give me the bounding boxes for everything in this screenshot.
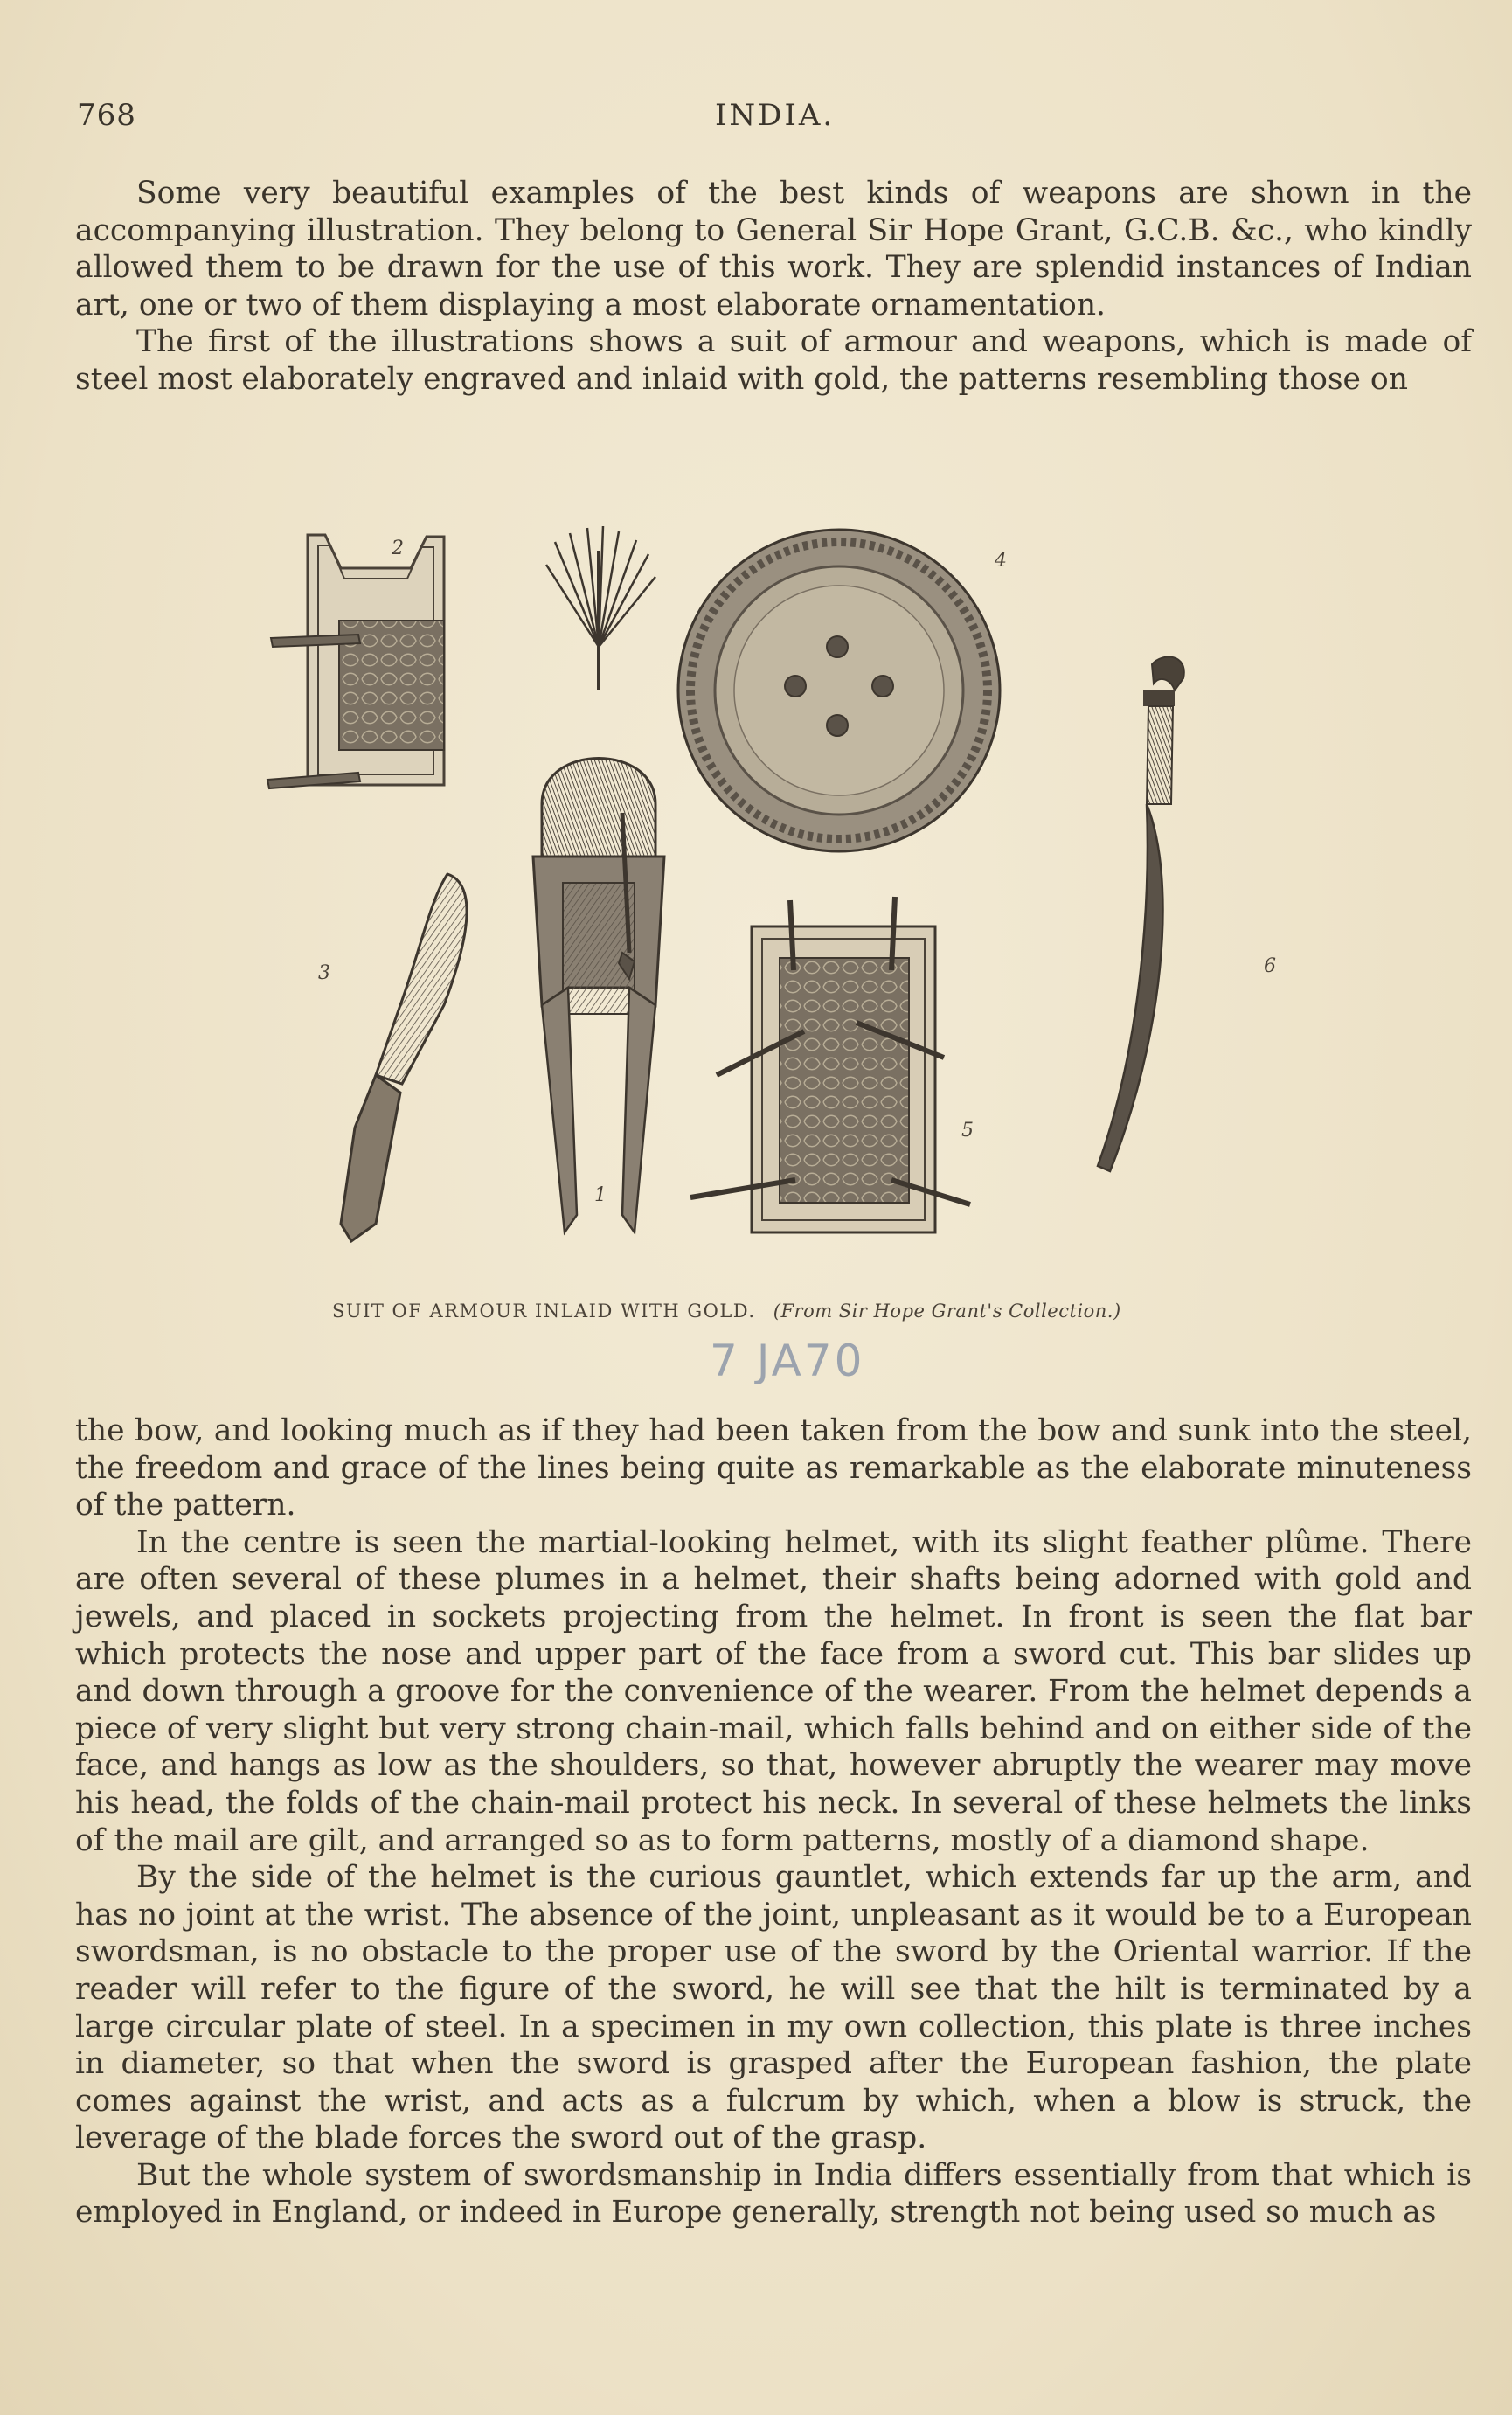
svg-text:5: 5	[961, 1120, 974, 1142]
svg-text:6: 6	[1264, 955, 1276, 977]
running-title: INDIA.	[715, 98, 836, 133]
library-stamp: 7 JA70	[710, 1336, 865, 1386]
paragraph: In the centre is seen the martial-looking helmet, with its slight feather plûme. There are often several of these plumes in a helmet, their shafts being adorned with gold and jewels, and placed in sockets projecting from the helmet. In front is seen the flat bar which protects the nose and upper part of the face from a sword cut. This bar slides up and down through a groove for the convenience of the wearer. From the helmet depends a piece of very slight but very strong chain-mail, which falls behind and on either side of the face, and hangs as low as the shoulders, so that, however abruptly the wearer may move his head, the folds of the chain-mail protect his neck. In several of these helmets the links of the mail are gilt, and arranged so as to form patterns, mostly of a diamond shape.	[75, 1524, 1472, 1858]
caption-title: SUIT OF ARMOUR INLAID WITH GOLD.	[332, 1301, 756, 1322]
dagger-illustration	[318, 874, 467, 1241]
paragraph: By the side of the helmet is the curious gauntlet, which extends far up the arm, and has no joint at the wrist. The absence of the joint, unpleasant as it would be to a European swordsman, is no obstacle to the proper use of the sword by the Oriental warrior. If the reader will refer to the figure of the sword, he will see that the hilt is terminated by a large circular plate of steel. In a specimen in my own collection, this plate is three inches in diameter, so that when the sword is grasped after the European fashion, the plate comes against the wrist, and acts as a fulcrum by which, when a blow is struck, the leverage of the blade forces the sword out of the grasp.	[75, 1860, 1472, 2156]
page-number: 768	[77, 98, 136, 133]
gauntlet-illustration	[267, 535, 444, 788]
text-block-top	[75, 175, 1472, 399]
text-block-bottom	[75, 1412, 1472, 2231]
paragraph: But the whole system of swordsmanship in India differs essentially from that which is employed in England, or indeed in Europe generally, strength not being used so much as	[75, 2157, 1472, 2231]
armguard-illustration	[690, 897, 974, 1232]
helmet-illustration	[533, 526, 664, 1232]
sword-illustration	[1098, 657, 1276, 1171]
svg-text:4: 4	[995, 550, 1007, 572]
paragraph: the bow, and looking much as if they had been taken from the bow and sunk into the steel, the freedom and grace of the lines being quite as remarkable as the elaborate minuteness of the pattern.	[75, 1413, 1472, 1523]
armour-illustration	[245, 516, 1311, 1250]
svg-text:2: 2	[392, 538, 404, 559]
svg-text:3: 3	[318, 962, 330, 984]
paragraph: The first of the illustrations shows a suit of armour and weapons, which is made of steel most elaborately engraved and inlaid with gold, the patterns resembling those on	[75, 324, 1472, 397]
caption-source: (From Sir Hope Grant's Collection.)	[773, 1301, 1121, 1322]
shield-illustration	[678, 530, 1007, 851]
svg-text:1: 1	[594, 1184, 607, 1206]
paragraph: Some very beautiful examples of the best kinds of weapons are shown in the accompanying illustration. They belong to General Sir Hope Grant, G.C.B. &c., who kindly allowed them to be drawn for the use of this work. They are splendid instances of Indian art, one or two of them displaying a most elaborate ornamentation.	[75, 176, 1472, 323]
figure-caption	[332, 1301, 1294, 1322]
page-header	[77, 98, 1458, 142]
